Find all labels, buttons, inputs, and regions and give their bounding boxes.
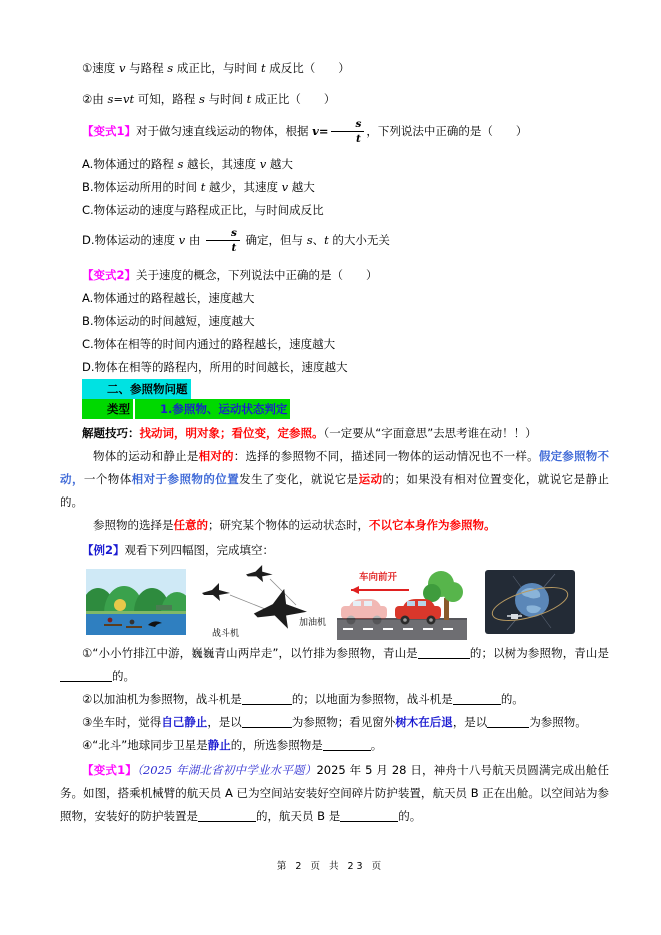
keyword-self-still: 自己静止 <box>161 715 208 729</box>
text-segment: 为参照物。 <box>529 715 587 729</box>
fraction-s-over-t: $\frac{s}{t}$ <box>206 228 240 254</box>
keyword-relative: 相对的 <box>198 449 234 463</box>
text-segment: ③坐车时，觉得 <box>82 715 162 729</box>
text-segment: ②由 <box>82 92 108 106</box>
concept-paragraph-2 <box>60 514 609 537</box>
formula-s: s <box>306 233 313 247</box>
answer-blank <box>340 808 398 822</box>
text-segment: 的。 <box>398 809 422 823</box>
text-segment: ，是以 <box>452 715 488 729</box>
text-segment: 的，所选参照物是 <box>230 738 323 752</box>
answer-blank <box>242 714 292 728</box>
figure-jets <box>194 565 327 640</box>
formula-v: v <box>281 180 289 194</box>
text-segment: 的，航天员 B 是 <box>256 809 341 823</box>
text-segment: 关于速度的概念，下列说法中正确的是（ ） <box>136 268 378 282</box>
text-segment: 可知，路程 <box>134 92 199 106</box>
section-title-row <box>60 379 609 399</box>
section-title: 二、参照物问题 <box>82 379 191 399</box>
text-segment: 发生了变化，就说它是 <box>239 472 359 486</box>
concept-paragraph-1 <box>60 445 609 514</box>
figure-strip <box>86 564 609 640</box>
text-segment: C.物体在相等的时间内通过的路程越长，速度越大 <box>82 337 336 351</box>
text-segment: A.物体通过的路程 <box>82 157 178 171</box>
text-segment: 的；以地面为参照物，战斗机是 <box>291 692 453 706</box>
text-segment: B.物体运动的时间越短，速度越大 <box>82 314 255 328</box>
text-segment: 越少，其速度 <box>205 180 282 194</box>
tanker-plane-label: 加油机 <box>299 617 327 628</box>
text-segment: 的。 <box>112 669 135 683</box>
text-segment: 一个物体 <box>83 472 132 486</box>
variant-label: 【变式1】 <box>82 763 137 777</box>
formula-t: t <box>246 92 252 106</box>
text-segment: 成反比（ ） <box>265 61 350 75</box>
claim-line-2 <box>60 88 609 111</box>
fill-item-4 <box>60 734 609 757</box>
fill-item-3 <box>60 711 609 734</box>
option-c <box>60 333 609 356</box>
keyword-arbitrary: 任意的 <box>173 518 208 532</box>
claim-line-1 <box>60 57 609 80</box>
figure-raft-photo <box>86 569 186 635</box>
text-segment: 越大 <box>266 157 293 171</box>
text-segment: ①速度 <box>82 61 119 75</box>
option-b <box>60 310 609 333</box>
text-segment: 的；以树为参照物，青山是 <box>469 646 609 660</box>
text-segment: 成正比（ ） <box>251 92 336 106</box>
formula-s: s <box>177 157 184 171</box>
variant-label: 【变式1】 <box>82 124 137 138</box>
text-segment: ，下列说法中正确的是（ ） <box>366 124 528 138</box>
page-number: 第 2 页 共 23 页 <box>276 861 385 872</box>
text-segment: 物体的运动和静止是 <box>93 449 199 463</box>
keyword-fixed-reference: 假定参照物不动， <box>60 449 610 486</box>
formula-s: s <box>167 61 174 75</box>
fill-item-2 <box>60 688 609 711</box>
option-a <box>60 287 609 310</box>
keyword-not-itself: 不以它本身作为参照物。 <box>369 518 496 532</box>
keyword-moving: 运动 <box>358 472 383 486</box>
text-segment: 对于做匀速直线运动的物体，根据 <box>136 124 309 138</box>
option-c <box>60 199 609 222</box>
example-label: 【例2】 <box>82 543 125 557</box>
tips-label: 解题技巧： <box>82 426 140 440</box>
variant-label: 【变式2】 <box>82 268 137 282</box>
exam-source: （2025 年湖北省初中学业水平题） <box>137 763 317 777</box>
tips-keywords: 找动词，明对象；看位变，定参照。 <box>139 426 324 440</box>
formula-t: t <box>324 233 329 247</box>
option-d <box>60 224 609 256</box>
text-segment: ；研究某个物体的运动状态时， <box>208 518 369 532</box>
text-segment: 。 <box>370 738 383 752</box>
variant1-reference-question <box>60 759 609 828</box>
tips-note: （一定要从“字面意思”去思考谁在动！！） <box>323 426 537 440</box>
formula-v: v <box>118 61 126 75</box>
answer-blank <box>453 691 501 705</box>
answer-blank <box>242 691 292 705</box>
text-segment: 越大 <box>288 180 315 194</box>
figure-cars <box>337 564 467 640</box>
variant2-question <box>60 264 609 287</box>
formula-s: s <box>198 92 205 106</box>
text-segment: 的；如果没有相对位置变化，就说它是静止的。 <box>60 472 610 509</box>
answer-blank <box>487 714 529 728</box>
text-segment: C.物体运动的速度与路程成正比，与时间成反比 <box>82 203 324 217</box>
answer-blank <box>198 808 256 822</box>
keyword-position: 相对于参照物的位置 <box>131 472 240 486</box>
formula-v: v <box>259 157 267 171</box>
type-title: 1.参照物、运动状态判定 <box>135 399 290 419</box>
formula-svt: s=vt <box>107 92 135 106</box>
text-segment: B.物体运动所用的时间 <box>82 180 201 194</box>
car-direction-label: 车向前开 <box>359 572 398 583</box>
formula-t: t <box>261 61 266 75</box>
example2-line <box>60 539 609 562</box>
text-segment: A.物体通过的路程越长，速度越大 <box>82 291 255 305</box>
text-segment: 越长，其速度 <box>183 157 260 171</box>
text-segment: 成正比，与时间 <box>173 61 261 75</box>
keyword-trees-receding: 树木在后退 <box>395 715 453 729</box>
formula-v: v <box>178 233 186 247</box>
type-title-row <box>60 399 609 419</box>
type-label: 类型 <box>82 399 133 419</box>
text-segment: ④“北斗”地球同步卫星是 <box>82 738 208 752</box>
text-segment: 由 <box>185 233 204 247</box>
text-segment: ①“小小竹排江中游，巍巍青山两岸走”，以竹排为参照物，青山是 <box>82 646 418 660</box>
text-segment: 的大小无关 <box>328 233 390 247</box>
fraction-s-over-t: $\frac{s}{t}$ <box>331 119 365 145</box>
keyword-stationary: 静止 <box>207 738 231 752</box>
fighter-jet-label: 战斗机 <box>212 628 240 639</box>
variant1-speed-question <box>60 115 609 147</box>
text-segment: 与路程 <box>125 61 168 75</box>
text-segment: ②以加油机为参照物，战斗机是 <box>82 692 242 706</box>
formula-v-equals: v= <box>312 124 329 138</box>
text-segment: 2025 年 5 月 28 日，神舟十八号航天员圆满完成出舱任务。如图，搭乘机械臂的航天员 A 已为空间站安装好空间碎片防护装置，航天员 B 正在出舱。以空间站为参照物，安装好的防护装置是 <box>60 763 609 823</box>
option-a <box>60 153 609 176</box>
text-segment: 为参照物；看见窗外 <box>291 715 396 729</box>
option-b <box>60 176 609 199</box>
text-segment: 确定，但与 <box>241 233 307 247</box>
text-segment: ：选择的参照物不同，描述同一物体的运动情况也不一样。 <box>233 449 539 463</box>
text-segment: D.物体在相等的路程内，所用的时间越长，速度越大 <box>82 360 348 374</box>
option-d <box>60 356 609 379</box>
answer-blank <box>323 737 371 751</box>
text-segment: 与时间 <box>204 92 247 106</box>
text-segment: 观看下列四幅图，完成填空： <box>124 543 275 557</box>
fill-item-1 <box>60 642 609 688</box>
text-segment: D.物体运动的速度 <box>82 233 179 247</box>
text-segment: 参照物的选择是 <box>93 518 174 532</box>
formula-t: t <box>200 180 206 194</box>
figure-satellite <box>485 570 575 634</box>
text-segment: ，是以 <box>207 715 242 729</box>
text-segment: 、 <box>312 233 325 247</box>
answer-blank <box>418 645 470 659</box>
text-segment: 的。 <box>500 692 524 706</box>
tips-line <box>60 422 609 445</box>
answer-blank <box>60 668 112 682</box>
